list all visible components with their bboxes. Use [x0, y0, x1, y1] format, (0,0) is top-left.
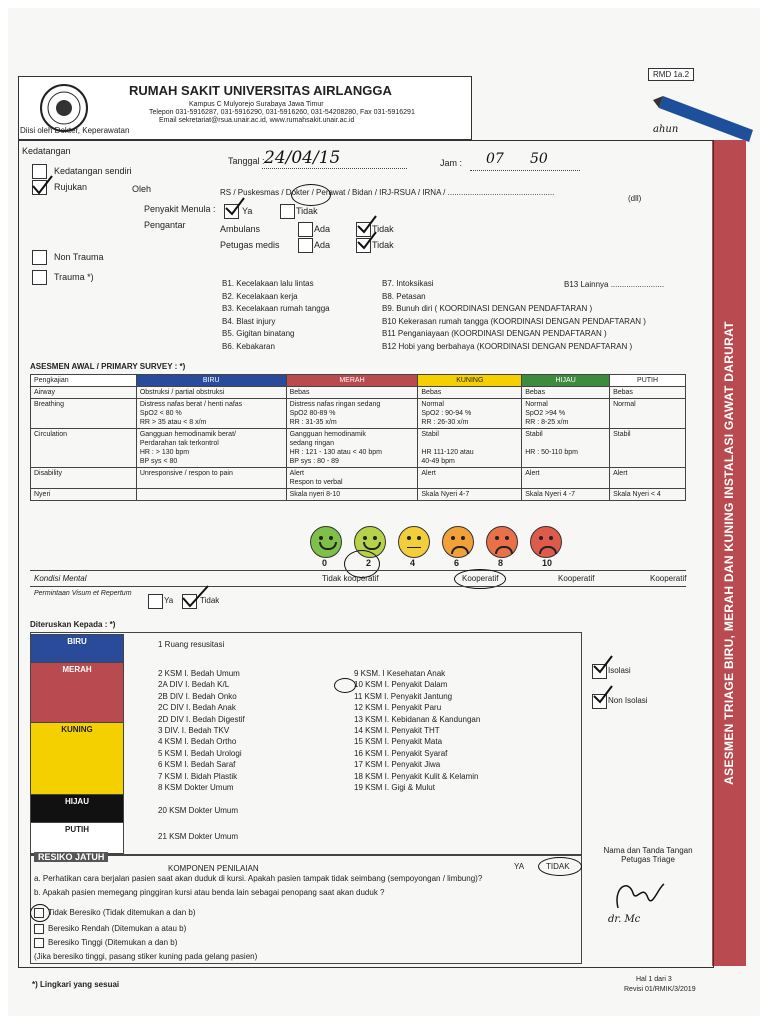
ambulans-ada-checkbox[interactable] [298, 222, 313, 237]
survey-row [31, 489, 686, 501]
survey-row-label: Airway [31, 387, 137, 399]
footer-note: *) Lingkari yang sesuai [32, 980, 120, 989]
pen-image [653, 78, 760, 148]
survey-cell[interactable]: Bebas [286, 387, 418, 399]
survey-row-label: Circulation [31, 429, 137, 468]
address-line-3: Email sekretariat@rsua.unair.ac.id, www.rumahsakit.unair.ac.id [159, 117, 355, 124]
pain-face-icon [398, 526, 430, 558]
trauma-codes-col1 [222, 278, 330, 353]
survey-cell[interactable]: Normal [610, 399, 686, 429]
survey-row-label: Disability [31, 468, 137, 489]
putih-item[interactable]: 21 KSM Dokter Umum [158, 832, 239, 841]
trauma-code[interactable]: B1. Kecelakaan lalu lintas [222, 279, 314, 288]
survey-cell[interactable]: Skala Nyeri 4-7 [418, 489, 522, 501]
address-line-2: Telepon 031-5916287, 031-5916290, 031-5916260, 031-54208280, Fax 031-5916291 [149, 109, 415, 116]
referral-item[interactable]: 5 KSM I. Bedah Urologi [158, 748, 242, 758]
referral-item[interactable]: 6 KSM I. Bedah Saraf [158, 760, 236, 770]
arrival-label: Kedatangan [22, 146, 71, 156]
survey-header-hijau: HIJAU [522, 375, 610, 387]
trauma-code[interactable]: B5. Gigitan binatang [222, 329, 295, 338]
referral-item[interactable]: 19 KSM I. Gigi & Mulut [354, 783, 435, 793]
survey-header-biru: BIRU [136, 375, 286, 387]
stamp-fragment: ahun [653, 124, 679, 135]
trauma-code[interactable]: B9. Bunuh diri ( KOORDINASI DENGAN PENDAFTARAN ) [382, 304, 593, 313]
pain-face-icon [486, 526, 518, 558]
trauma-code[interactable]: B8. Petasan [382, 291, 426, 301]
form-code: RMD 1a.2 [648, 68, 694, 81]
petugas-tidak-label: Tidak [372, 240, 394, 250]
petugas-medis-label: Petugas medis [220, 240, 280, 250]
risk-komponen-label: KOMPONEN PENILAIAN [168, 864, 259, 873]
referral-item[interactable]: 17 KSM I. Penyakit Jiwa [354, 760, 441, 770]
survey-cell[interactable]: Alert Respon to verbal [286, 468, 418, 489]
visum-ya-label: Ya [164, 596, 174, 605]
referral-item[interactable]: 10 KSM I. Penyakit Dalam [354, 680, 448, 690]
signature-label: Nama dan Tanda Tangan Petugas Triage [603, 846, 693, 864]
address-line-1: Kampus C Mulyorejo Surabaya Jawa Timur [189, 101, 324, 108]
trauma-code[interactable]: B6. Kebakaran [222, 341, 275, 351]
jam-minute[interactable]: 50 [530, 151, 548, 167]
petugas-ada-label: Ada [314, 240, 331, 250]
menular-tidak-label: Tidak [296, 206, 318, 216]
referral-item[interactable]: 15 KSM I. Penyakit Mata [354, 737, 443, 747]
biru-item[interactable]: 1 Ruang resusitasi [158, 640, 225, 649]
referral-item[interactable]: 12 KSM I. Penyakit Paru [354, 703, 442, 713]
survey-row [31, 399, 686, 429]
category-merah: MERAH [30, 662, 124, 724]
pain-score-label[interactable]: 8 [498, 558, 504, 568]
referral-list-right [354, 668, 480, 793]
jam-label: Jam : [440, 158, 463, 168]
survey-cell[interactable]: Skala Nyeri 4 -7 [522, 489, 610, 501]
survey-cell[interactable]: Normal SpO2 : 90-94 % RR : 26-30 x/m [418, 399, 522, 429]
kondisi-kuning[interactable]: Kooperatif [462, 574, 499, 583]
sendiri-label: Kedatangan sendiri [54, 166, 132, 176]
trauma-code[interactable]: B3. Kecelakaan rumah tangga [222, 304, 330, 313]
kondisi-putih[interactable]: Kooperatif [650, 574, 687, 583]
risk-opt3-checkbox[interactable] [34, 938, 44, 948]
page-number: Hal 1 dari 3 [636, 976, 672, 983]
scanned-form-sheet [8, 8, 760, 1016]
form-title: ASESMEN TRIAGE BIRU, MERAH DAN KUNING INSTALASI GAWAT DARURAT [722, 321, 736, 785]
tanggal-value[interactable]: 24/04/15 [264, 148, 341, 168]
survey-cell[interactable]: Gangguan hemodinamik berat/ Perdarahan tak terkontrol HR : > 130 bpm BP sys < 80 [136, 429, 286, 468]
revision-code: Revisi 01/RMIK/3/2019 [624, 986, 696, 993]
visum-tidak-label: Tidak [200, 596, 220, 605]
survey-cell[interactable]: Distress nafas berat / henti nafas SpO2 < 80 % RR > 35 atau < 8 x/m [136, 399, 286, 429]
kondisi-merah[interactable]: Tidak kooperatif [322, 574, 379, 583]
trauma-checkbox[interactable] [32, 270, 47, 285]
rujukan-label: Rujukan [54, 182, 88, 192]
survey-header-pengkajian: Pengkajian [31, 375, 137, 387]
trauma-code[interactable]: B2. Kecelakaan kerja [222, 291, 298, 301]
risk-opt3-label: Beresiko Tinggi (Ditemukan a dan b) [48, 938, 178, 947]
referral-item[interactable]: 18 KSM I. Penyakit Kulit & Kelamin [354, 771, 479, 781]
petugas-ada-checkbox[interactable] [298, 238, 313, 253]
survey-cell[interactable]: Distress nafas ringan sedang SpO2 80-89 % RR : 31-35 x/m [286, 399, 418, 429]
risk-tidak-label[interactable]: TIDAK [546, 862, 570, 871]
kondisi-hijau[interactable]: Kooperatif [558, 574, 595, 583]
tanggal-label: Tanggal : [228, 156, 265, 166]
risk-opt2-checkbox[interactable] [34, 924, 44, 934]
trauma-codes-col2 [382, 278, 646, 353]
trauma-code[interactable]: B10 Kekerasan rumah tangga (KOORDINASI DENGAN PENDAFTARAN ) [382, 316, 646, 326]
penyakit-menular-label: Penyakit Menula : [144, 204, 216, 214]
oleh-options[interactable]: RS / Puskesmas / Dokter / Perawat / Bidan / IRJ-RSUA / IRNA / ................................................ [220, 188, 555, 197]
non-isolasi-label: Non Isolasi [608, 696, 648, 705]
risk-opt1-circle-mark [30, 904, 50, 922]
survey-cell[interactable]: Stabil HR 111-120 atau 40-49 bpm [418, 429, 522, 468]
survey-row [31, 429, 686, 468]
signature-scribble [608, 878, 668, 918]
hospital-name: RUMAH SAKIT UNIVERSITAS AIRLANGGA [129, 83, 392, 98]
survey-title: ASESMEN AWAL / PRIMARY SURVEY : *) [30, 362, 186, 371]
survey-divider [30, 570, 686, 571]
survey-cell[interactable]: Bebas [522, 387, 610, 399]
referral-item[interactable]: 2 KSM I. Bedah Umum [158, 669, 240, 678]
survey-header-row [31, 375, 686, 387]
trauma-code[interactable]: B12 Hobi yang berbahaya (KOORDINASI DENGAN PENDAFTARAN ) [382, 341, 633, 351]
menular-ya-label: Ya [242, 206, 253, 216]
survey-cell[interactable]: Unresponsive / respon to pain [136, 468, 286, 489]
non-trauma-label: Non Trauma [54, 252, 104, 262]
trauma-code[interactable]: B4. Blast injury [222, 316, 276, 326]
survey-cell[interactable]: Bebas [610, 387, 686, 399]
survey-row-label: Nyeri [31, 489, 137, 501]
referral-item[interactable]: 11 KSM I. Penyakit Jantung [354, 691, 453, 701]
pain-score-label[interactable]: 2 [366, 558, 372, 568]
survey-row [31, 387, 686, 399]
category-biru: BIRU [30, 634, 124, 664]
survey-cell[interactable]: Stabil [610, 429, 686, 468]
referral-item[interactable]: 14 KSM I. Penyakit THT [354, 726, 440, 736]
pain-score-label[interactable]: 4 [410, 558, 416, 568]
trauma-label: Trauma *) [54, 272, 94, 282]
category-putih: PUTIH [30, 822, 124, 854]
jam-hour[interactable]: 07 [486, 151, 504, 167]
referral-item[interactable]: 3 DIV. I. Bedah TKV [158, 726, 230, 736]
risk-opt1-label: Tidak Beresiko (Tidak ditemukan a dan b) [48, 908, 196, 917]
dokter-circle-mark [291, 184, 331, 206]
referral-circle-mark [334, 678, 356, 693]
referral-list-left [158, 668, 245, 793]
kondisi-mental-label: Kondisi Mental [34, 574, 87, 583]
pain-score-label[interactable]: 0 [322, 558, 328, 568]
ambulans-ada-label: Ada [314, 224, 331, 234]
survey-cell[interactable]: Skala Nyeri < 4 [610, 489, 686, 501]
ambulans-label: Ambulans [220, 224, 261, 234]
hijau-item[interactable]: 20 KSM Dokter Umum [158, 806, 239, 815]
category-hijau: HIJAU [30, 794, 124, 824]
trauma-code[interactable]: B11 Penganiayaan (KOORDINASI DENGAN PENDAFTARAN ) [382, 329, 607, 338]
referral-item[interactable]: 7 KSM I. Bidah Plastik [158, 771, 238, 781]
survey-cell[interactable]: Alert [522, 468, 610, 489]
trauma-code[interactable]: B7. Intoksikasi [382, 279, 434, 288]
rujukan-check-mark [30, 174, 54, 196]
survey-header-merah: MERAH [286, 375, 418, 387]
ambulans-tidak-label: Tidak [372, 224, 394, 234]
trauma-code-lainnya[interactable]: B13 Lainnya ........................ [564, 280, 665, 289]
filled-by-note: Diisi oleh Dokter, Keperawatan [20, 126, 130, 135]
category-kuning: KUNING [30, 722, 124, 796]
survey-table [30, 374, 686, 501]
tanggal-line [262, 168, 407, 169]
survey-header-kuning: KUNING [418, 375, 522, 387]
risk-ya-label[interactable]: YA [514, 862, 525, 871]
survey-cell[interactable]: Alert [610, 468, 686, 489]
oleh-dll: (dll) [628, 194, 642, 203]
survey-cell[interactable]: Normal SpO2 >94 % RR : 8-25 x/m [522, 399, 610, 429]
survey-cell[interactable]: Alert [418, 468, 522, 489]
risk-title: RESIKO JATUH [34, 852, 108, 862]
pain-face-icon [310, 526, 342, 558]
referral-title: Diteruskan Kepada : *) [30, 620, 116, 629]
risk-note: (Jika beresiko tinggi, pasang stiker kuning pada gelang pasien) [34, 952, 258, 961]
survey-cell[interactable]: Stabil HR : 50-110 bpm [522, 429, 610, 468]
survey-cell[interactable] [136, 489, 286, 501]
jam-line [470, 170, 580, 171]
referral-item[interactable]: 13 KSM I. Kebidanan & Kandungan [354, 714, 481, 724]
risk-question-a: a. Perhatikan cara berjalan pasien saat akan duduk di kursi. Apakah pasien tampak tidak seimbang (sempoyongan / limbung)? [34, 874, 483, 883]
referral-item[interactable]: 2B DIV I. Bedah Onko [158, 691, 237, 701]
pain-score-label[interactable]: 10 [542, 558, 553, 568]
referral-item[interactable]: 16 KSM I. Penyakit Syaraf [354, 748, 448, 758]
survey-row-label: Breathing [31, 399, 137, 429]
visum-ya-checkbox[interactable] [148, 594, 163, 609]
pengantar-label: Pengantar [144, 220, 186, 230]
non-trauma-checkbox[interactable] [32, 250, 47, 265]
survey-cell[interactable]: Skala nyeri 8-10 [286, 489, 418, 501]
form-title-sidebar [712, 140, 746, 966]
isolasi-label: Isolasi [608, 666, 631, 675]
referral-item[interactable]: 2A DIV I. Bedah K/L [158, 680, 230, 690]
referral-item[interactable]: 4 KSM I. Bedah Ortho [158, 737, 237, 747]
risk-opt2-label: Beresiko Rendah (Ditemukan a atau b) [48, 924, 187, 933]
oleh-label: Oleh [132, 184, 152, 194]
pain-score-label[interactable]: 6 [454, 558, 460, 568]
referral-item[interactable]: 9 KSM. I Kesehatan Anak [354, 669, 446, 678]
referral-item[interactable]: 2D DIV I. Bedah Digestif [158, 714, 245, 724]
survey-row [31, 468, 686, 489]
pain-face-icon [530, 526, 562, 558]
survey-divider [30, 586, 686, 587]
survey-header-putih: PUTIH [610, 375, 686, 387]
survey-cell[interactable]: Gangguan hemodinamik sedang ringan HR : 121 - 130 atau < 40 bpm BP sys : 80 - 89 [286, 429, 418, 468]
referral-item[interactable]: 2C DIV I. Bedah Anak [158, 703, 236, 713]
menular-tidak-checkbox[interactable] [280, 204, 295, 219]
survey-cell[interactable]: Bebas [418, 387, 522, 399]
visum-label: Permintaan Visum et Repertum [34, 590, 132, 597]
pain-face-icon [442, 526, 474, 558]
survey-cell[interactable]: Obstruksi / partial obstruksi [136, 387, 286, 399]
signature-name: dr. Mc [608, 914, 641, 925]
risk-question-b: b. Apakah pasien memegang pinggiran kursi atau benda lain sebagai penopang saat akan duduk ? [34, 888, 385, 897]
referral-item[interactable]: 8 KSM Dokter Umum [158, 783, 234, 793]
